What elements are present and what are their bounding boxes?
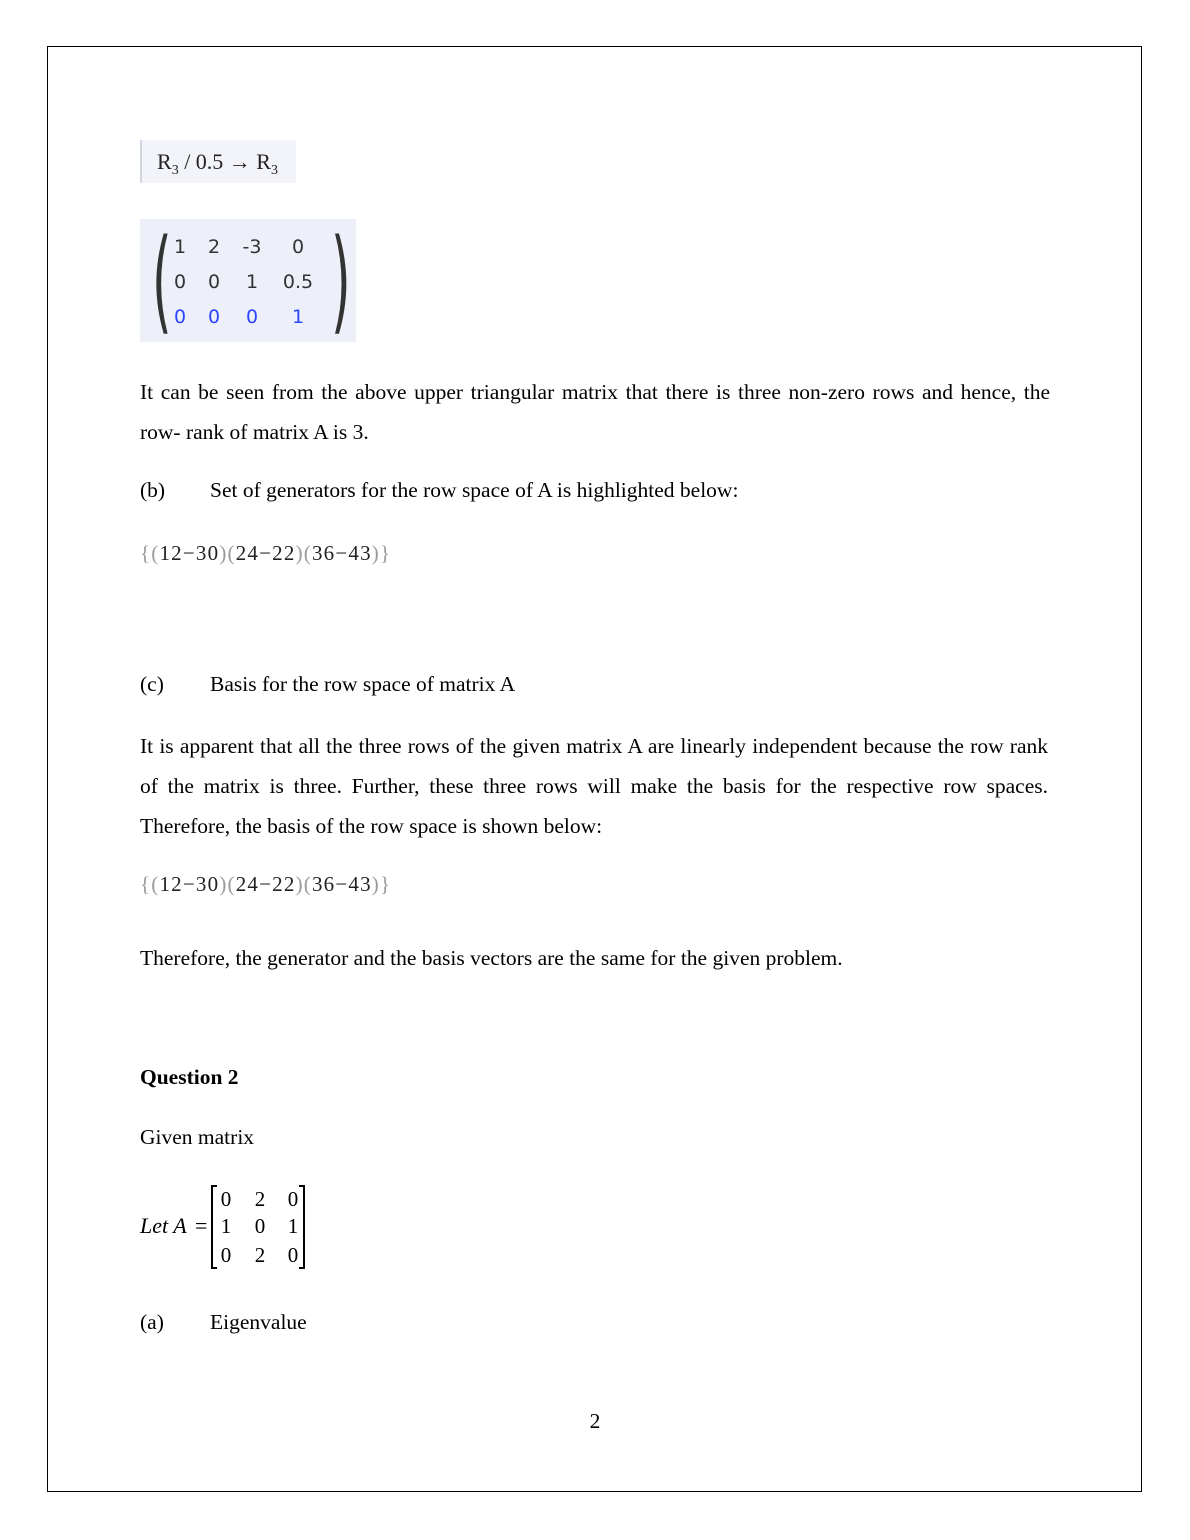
matrix-a-cell: 0 <box>220 1187 232 1211</box>
echelon-cell: 0 <box>207 271 221 293</box>
row-op-r: R <box>157 149 172 174</box>
echelon-cell: 0 <box>173 306 187 328</box>
set-vector-2: 24−22 <box>235 872 296 896</box>
paragraph-basis: It is apparent that all the three rows of the given matrix A are linearly independent because the row rank of the matrix is three. Further, these three rows will make the basis for the respective row spaces. Therefore, the basis of the row space is shown below: <box>140 734 1048 838</box>
echelon-cell: 0 <box>173 271 187 293</box>
basis-set <box>140 872 391 897</box>
right-paren: ) <box>331 216 351 346</box>
set-vector-1: 12−30 <box>159 872 220 896</box>
matrix-a-equals: = <box>195 1213 208 1238</box>
echelon-cell: 0 <box>291 236 305 258</box>
set-vector-3: 36−43 <box>311 541 372 565</box>
left-paren: ( <box>152 216 172 346</box>
row-operation-image <box>140 140 296 183</box>
set-sep-2: )( <box>295 872 312 896</box>
echelon-matrix-image <box>140 216 356 346</box>
set-open: {( <box>140 872 160 896</box>
set-vector-3: 36−43 <box>311 872 372 896</box>
set-sep-2: )( <box>295 541 312 565</box>
part-c-text: Basis for the row space of matrix A <box>210 672 516 696</box>
set-sep-1: )( <box>219 872 236 896</box>
matrix-a-cell: 2 <box>254 1243 266 1267</box>
set-open: {( <box>140 541 160 565</box>
given-matrix-text: Given matrix <box>140 1125 255 1149</box>
part-a-text: Eigenvalue <box>210 1310 307 1334</box>
paragraph-conclusion: Therefore, the generator and the basis vectors are the same for the given problem. <box>140 946 843 970</box>
set-sep-1: )( <box>219 541 236 565</box>
matrix-a-cell: 0 <box>287 1243 299 1267</box>
paragraph-row-rank: It can be seen from the above upper triangular matrix that there is three non-zero rows and hence, the row- rank of matrix A is 3. <box>140 380 1050 444</box>
set-vector-2: 24−22 <box>235 541 296 565</box>
part-b-text: Set of generators for the row space of A is highlighted below: <box>210 478 739 502</box>
matrix-a-cell: 2 <box>254 1187 266 1211</box>
set-close: )} <box>371 541 392 565</box>
generator-set <box>140 541 391 566</box>
matrix-a-cell: 0 <box>220 1243 232 1267</box>
matrix-a-label: Let A <box>140 1213 187 1238</box>
set-vector-1: 12−30 <box>159 541 220 565</box>
echelon-cell: 0 <box>207 306 221 328</box>
matrix-a-cell: 0 <box>287 1187 299 1211</box>
page-number: 2 <box>589 1409 601 1433</box>
echelon-cell: 1 <box>291 306 305 328</box>
echelon-cell: 2 <box>207 236 221 258</box>
part-b-label: (b) <box>140 478 166 502</box>
part-a-label: (a) <box>140 1310 164 1334</box>
echelon-cell: 1 <box>173 236 187 258</box>
echelon-cell: 0.5 <box>282 271 314 293</box>
matrix-a-cell: 1 <box>220 1214 232 1238</box>
row-op-sub: 3 <box>171 163 179 178</box>
echelon-cell: 0 <box>245 306 259 328</box>
question-2-heading: Question 2 <box>140 1065 239 1089</box>
matrix-a-cell: 1 <box>287 1214 299 1238</box>
row-op-mid: / 0.5 → R <box>178 149 271 174</box>
echelon-cell: -3 <box>242 236 262 258</box>
part-c-label: (c) <box>140 672 164 696</box>
matrix-a-cell: 0 <box>254 1214 266 1238</box>
echelon-cell: 1 <box>245 271 259 293</box>
row-op-sub-2: 3 <box>270 163 278 178</box>
set-close: )} <box>371 872 392 896</box>
